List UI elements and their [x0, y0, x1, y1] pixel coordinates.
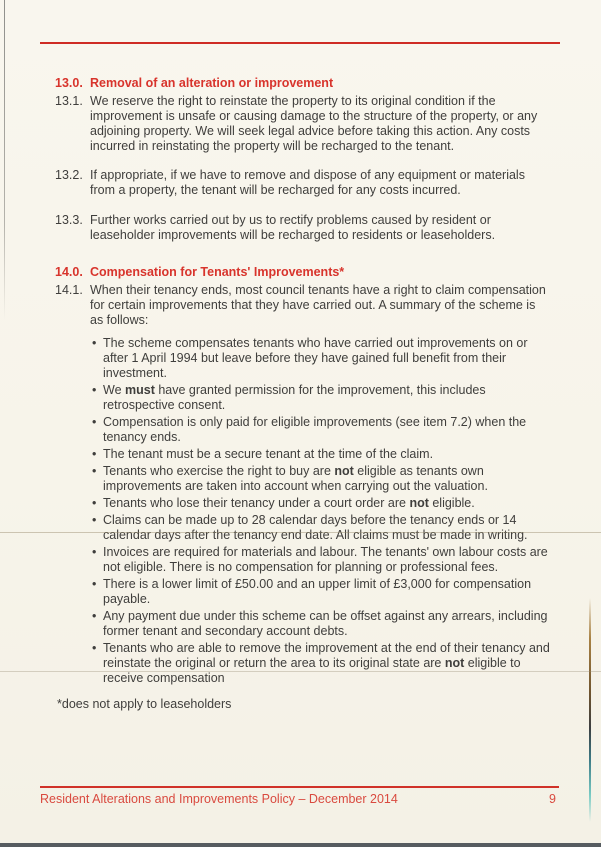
bullet-text: Any payment due under this scheme can be offset against any arrears, including former tenant and secondary account debts. [103, 609, 551, 638]
section-number: 14.0. [55, 265, 83, 279]
paragraph-13-2 [0, 168, 601, 198]
bullet-item [103, 545, 553, 575]
section-title: Compensation for Tenants' Improvements* [90, 265, 345, 279]
footer-rule [40, 786, 559, 788]
bullet-text: Tenants who lose their tenancy under a court order are [103, 496, 410, 510]
bullet-text: The tenant must be a secure tenant at the time of the claim. [103, 447, 434, 461]
paragraph-number: 13.2. [55, 168, 83, 182]
page-number: 9 [549, 792, 556, 806]
bullet-text: Invoices are required for materials and labour. The tenants' own labour costs are not eligible. There is no compensation for planning or professional fees. [103, 545, 552, 574]
paragraph-number: 13.1. [55, 94, 83, 108]
top-rule [40, 42, 560, 44]
paragraph-text: We reserve the right to reinstate the property to its original condition if the improvement is unsafe or causing damage to the structure of the property, or any adjoining property. We will seek legal advice before taking this action. Any costs incurred in reinstating the property will be recharged to the tenant. [90, 94, 541, 153]
bullet-item [103, 447, 553, 462]
paragraph-14-1 [0, 283, 601, 328]
bullet-list [103, 336, 601, 686]
bullet-item [103, 609, 553, 639]
paragraph-text: Further works carried out by us to rectify problems caused by resident or leaseholder improvements will be recharged to residents or leaseholders. [90, 213, 496, 242]
bullet-item [103, 415, 553, 445]
bullet-text: The scheme compensates tenants who have carried out improvements on or after 1 April 1994 but leave before they have gained full benefit from their investment. [103, 336, 532, 380]
bullet-text-bold: not [334, 464, 354, 478]
section-heading-13 [0, 76, 601, 91]
bullet-text-bold: not [409, 496, 429, 510]
bullet-text: eligible as tenants own improvements are taken into account when carrying out the valuation. [103, 464, 488, 493]
bullet-text: have granted permission for the improvement, this includes retrospective consent. [103, 383, 497, 412]
bullet-text: There is a lower limit of £50.00 and an upper limit of £3,000 for compensation payable. [103, 577, 535, 606]
bullet-item [103, 383, 553, 413]
bullet-text: Compensation is only paid for eligible improvements (see item 7.2) when the tenancy ends. [103, 415, 530, 444]
footer-title: Resident Alterations and Improvements Policy – December 2014 [40, 792, 398, 806]
bullet-item [103, 336, 553, 381]
paragraph-text: When their tenancy ends, most council tenants have a right to claim compensation for certain improvements that they have carried out. A summary of the scheme is as follows: [90, 283, 550, 327]
section-heading-14 [0, 265, 601, 280]
bullet-text: eligible. [428, 496, 475, 510]
bullet-item [103, 641, 553, 686]
section-number: 13.0. [55, 76, 83, 90]
section-title: Removal of an alteration or improvement [90, 76, 334, 90]
paragraph-13-1 [0, 94, 601, 154]
bullet-text-bold: not [444, 656, 465, 670]
document-body [0, 76, 601, 688]
bullet-text: We [103, 383, 125, 397]
bullet-text-bold: must [125, 383, 155, 397]
bottom-edge [0, 843, 601, 847]
bullet-item [103, 496, 553, 511]
paragraph-number: 13.3. [55, 213, 83, 227]
bullet-text: eligible to receive compensation [103, 656, 525, 685]
bullet-text: Tenants who exercise the right to buy are [103, 464, 335, 478]
paragraph-number: 14.1. [55, 283, 83, 297]
bullet-item [103, 577, 553, 607]
bullet-text: Tenants who are able to remove the improvement at the end of their tenancy and reinstate the original or return the area to its original state are [103, 641, 554, 670]
footnote: *does not apply to leaseholders [57, 697, 232, 711]
bullet-item [103, 513, 553, 543]
paragraph-text: If appropriate, if we have to remove and dispose of any equipment or materials from a property, the tenant will be recharged for any costs incurred. [90, 168, 529, 197]
paragraph-13-3 [0, 213, 601, 243]
bullet-item [103, 464, 553, 494]
bullet-text: Claims can be made up to 28 calendar days before the tenancy ends or 14 calendar days after the tenancy end date. All claims must be made in writing. [103, 513, 528, 542]
